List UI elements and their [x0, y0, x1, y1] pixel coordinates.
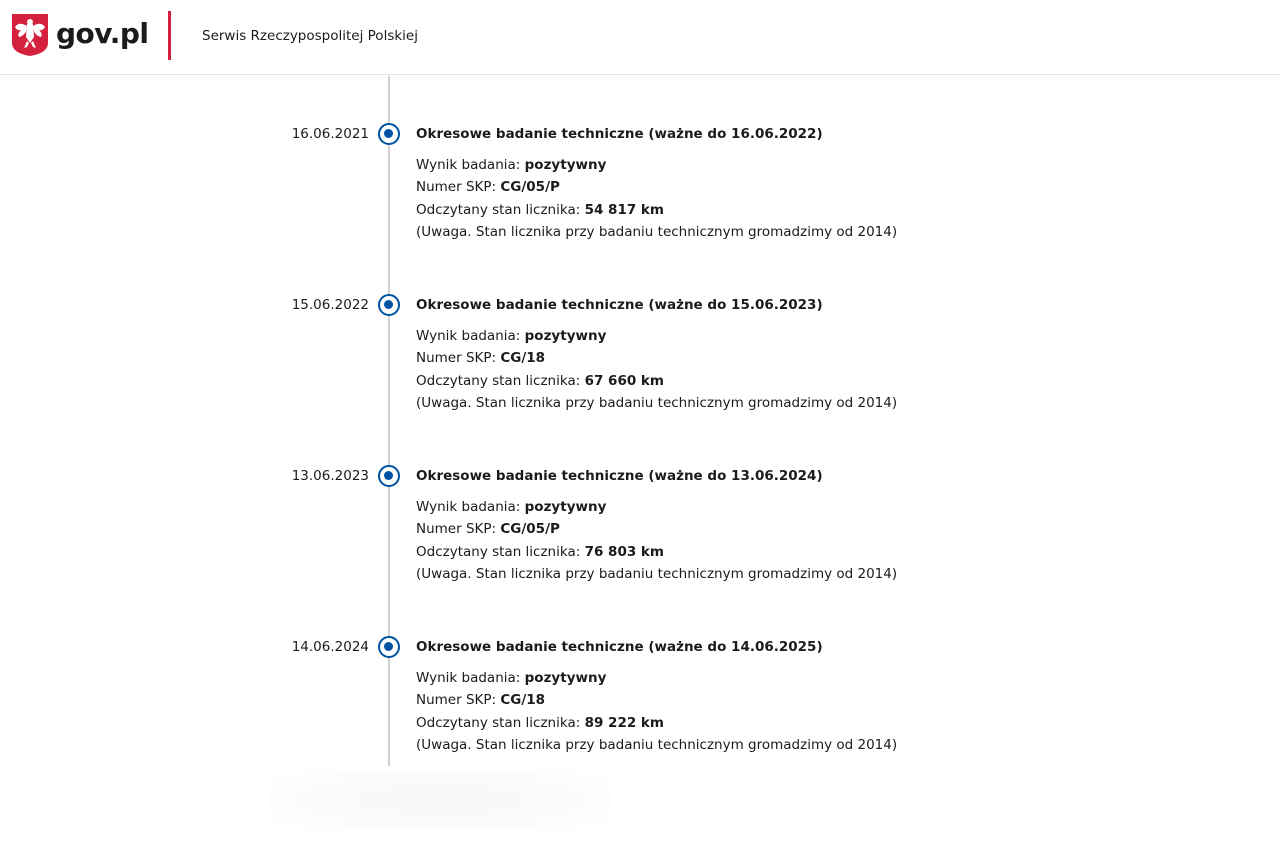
- entry-title: Okresowe badanie techniczne (ważne do 16.06.2022): [416, 126, 823, 142]
- skp-line: [416, 691, 545, 709]
- result-value: pozytywny: [524, 328, 607, 344]
- odometer-line: [416, 714, 664, 732]
- skp-label: Numer SKP:: [416, 692, 497, 708]
- odometer-line: [416, 201, 664, 219]
- skp-value: CG/05/P: [500, 521, 560, 537]
- result-label: Wynik badania:: [416, 499, 521, 515]
- result-line: [416, 156, 606, 174]
- result-value: pozytywny: [524, 499, 607, 515]
- odometer-value: 76 803 km: [584, 544, 664, 560]
- entry-title: Okresowe badanie techniczne (ważne do 13.06.2024): [416, 468, 823, 484]
- result-label: Wynik badania:: [416, 157, 521, 173]
- odometer-note: (Uwaga. Stan licznika przy badaniu technicznym gromadzimy od 2014): [416, 224, 898, 240]
- result-line: [416, 327, 606, 345]
- odometer-label: Odczytany stan licznika:: [416, 715, 581, 731]
- header-divider: [168, 11, 171, 60]
- gov-pl-logo-text[interactable]: gov.pl: [56, 17, 149, 50]
- entry-title: Okresowe badanie techniczne (ważne do 15.06.2023): [416, 297, 823, 313]
- timeline-dot-icon: [378, 465, 400, 487]
- odometer-line: [416, 543, 664, 561]
- result-line: [416, 498, 606, 516]
- result-value: pozytywny: [524, 670, 607, 686]
- odometer-note: (Uwaga. Stan licznika przy badaniu technicznym gromadzimy od 2014): [416, 566, 898, 582]
- skp-value: CG/05/P: [500, 179, 560, 195]
- odometer-label: Odczytany stan licznika:: [416, 544, 581, 560]
- odometer-note: (Uwaga. Stan licznika przy badaniu technicznym gromadzimy od 2014): [416, 737, 898, 753]
- odometer-value: 54 817 km: [584, 202, 664, 218]
- timeline-entry: [0, 467, 1280, 607]
- entry-date: 16.06.2021: [291, 126, 369, 142]
- timeline-entry: [0, 296, 1280, 436]
- polish-eagle-emblem-icon[interactable]: [11, 13, 49, 57]
- odometer-label: Odczytany stan licznika:: [416, 202, 581, 218]
- entry-title: Okresowe badanie techniczne (ważne do 14.06.2025): [416, 639, 823, 655]
- skp-label: Numer SKP:: [416, 350, 497, 366]
- result-line: [416, 669, 606, 687]
- skp-value: CG/18: [500, 350, 546, 366]
- timeline-entry: [0, 125, 1280, 265]
- timeline-dot-icon: [378, 294, 400, 316]
- timeline-dot-icon: [378, 123, 400, 145]
- odometer-line: [416, 372, 664, 390]
- entry-date: 15.06.2022: [291, 297, 369, 313]
- skp-line: [416, 349, 545, 367]
- skp-label: Numer SKP:: [416, 179, 497, 195]
- result-label: Wynik badania:: [416, 670, 521, 686]
- result-value: pozytywny: [524, 157, 607, 173]
- odometer-note: (Uwaga. Stan licznika przy badaniu technicznym gromadzimy od 2014): [416, 395, 898, 411]
- timeline-dot-icon: [378, 636, 400, 658]
- background-fade: [270, 770, 610, 830]
- skp-label: Numer SKP:: [416, 521, 497, 537]
- result-label: Wynik badania:: [416, 328, 521, 344]
- skp-line: [416, 178, 560, 196]
- entry-date: 13.06.2023: [291, 468, 369, 484]
- timeline-entry: [0, 638, 1280, 778]
- skp-value: CG/18: [500, 692, 546, 708]
- odometer-value: 67 660 km: [584, 373, 664, 389]
- entry-date: 14.06.2024: [291, 639, 369, 655]
- site-header: [0, 0, 1280, 75]
- skp-line: [416, 520, 560, 538]
- odometer-value: 89 222 km: [584, 715, 664, 731]
- service-name: Serwis Rzeczypospolitej Polskiej: [202, 28, 418, 44]
- odometer-label: Odczytany stan licznika:: [416, 373, 581, 389]
